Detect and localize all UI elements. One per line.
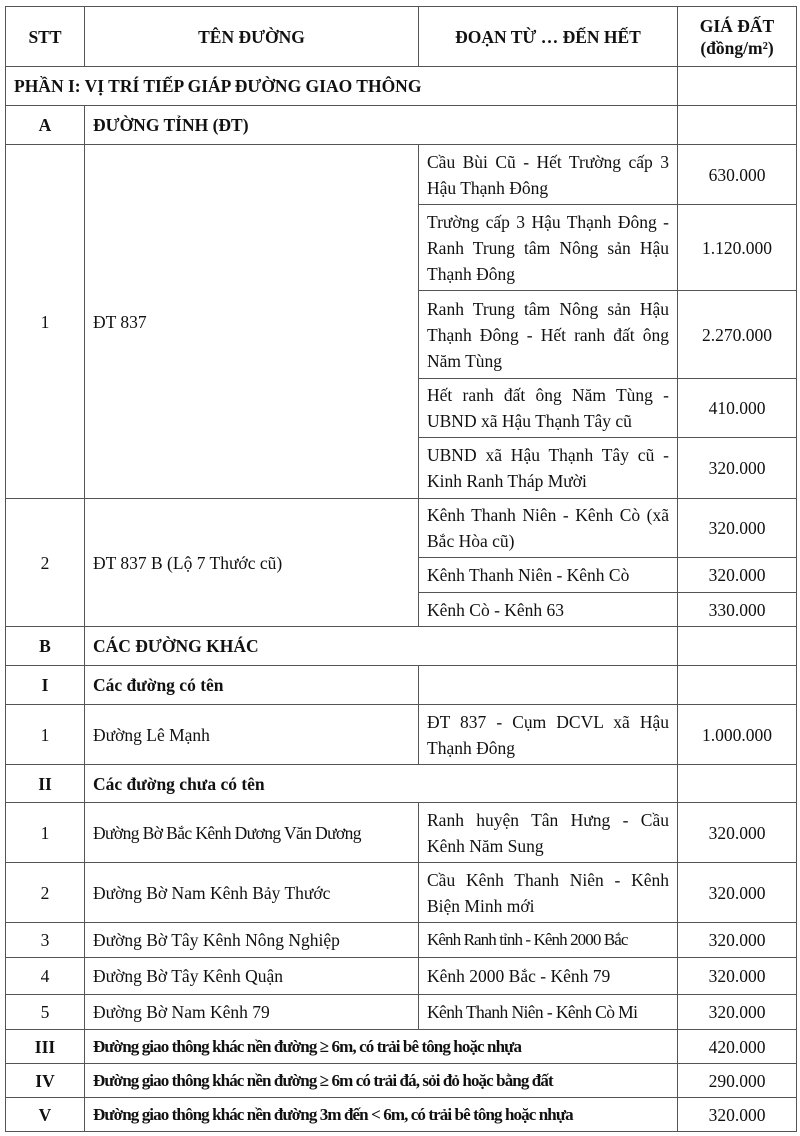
segment-price: 320.000 bbox=[678, 438, 797, 499]
segment-price: 630.000 bbox=[678, 145, 797, 205]
header-stt: STT bbox=[6, 7, 85, 67]
row-stt: 1 bbox=[6, 803, 85, 863]
row-price: 320.000 bbox=[678, 958, 797, 995]
row-name: Đường Bờ Tây Kênh Nông Nghiệp bbox=[85, 923, 419, 958]
segment-range: Kênh Thanh Niên - Kênh Cò bbox=[419, 558, 678, 593]
segment-range: Cầu Bùi Cũ - Hết Trường cấp 3 Hậu Thạnh Đông bbox=[419, 145, 678, 205]
part1-title: PHẦN I: VỊ TRÍ TIẾP GIÁP ĐƯỜNG GIAO THÔNG bbox=[6, 67, 678, 106]
row-stt: V bbox=[6, 1098, 85, 1132]
section-a-row bbox=[6, 106, 797, 145]
empty-cell bbox=[419, 666, 678, 705]
row-range: Kênh 2000 Bắc - Kênh 79 bbox=[419, 958, 678, 995]
header-gia-line1: GIÁ ĐẤT bbox=[699, 15, 775, 36]
part1-row bbox=[6, 67, 797, 106]
row-stt: 5 bbox=[6, 995, 85, 1030]
table-row bbox=[6, 958, 797, 995]
section-a-stt: A bbox=[6, 106, 85, 145]
segment-range: Kênh Thanh Niên - Kênh Cò (xã Bắc Hòa cũ) bbox=[419, 499, 678, 558]
group-ii-row bbox=[6, 765, 797, 803]
row-price: 320.000 bbox=[678, 923, 797, 958]
row-range: Cầu Kênh Thanh Niên - Kênh Biện Minh mới bbox=[419, 863, 678, 923]
row-price: 1.000.000 bbox=[678, 705, 797, 765]
row-stt: 2 bbox=[6, 863, 85, 923]
table-row bbox=[6, 863, 797, 923]
table-row bbox=[6, 1064, 797, 1098]
row-stt: 3 bbox=[6, 923, 85, 958]
row-range: Ranh huyện Tân Hưng - Cầu Kênh Năm Sung bbox=[419, 803, 678, 863]
row-price: 420.000 bbox=[678, 1030, 797, 1064]
header-gia bbox=[678, 7, 797, 67]
group-i-title: Các đường có tên bbox=[85, 666, 419, 705]
group-ii-stt: II bbox=[6, 765, 85, 803]
table-row bbox=[6, 803, 797, 863]
segment-range: UBND xã Hậu Thạnh Tây cũ - Kinh Ranh Tháp Mười bbox=[419, 438, 678, 499]
dt837-stt: 1 bbox=[6, 145, 85, 499]
group-i-stt: I bbox=[6, 666, 85, 705]
row-name: Đường Bờ Nam Kênh 79 bbox=[85, 995, 419, 1030]
segment-range: Trường cấp 3 Hậu Thạnh Đông - Ranh Trung tâm Nông sản Hậu Thạnh Đông bbox=[419, 205, 678, 291]
segment-price: 330.000 bbox=[678, 593, 797, 627]
table-row bbox=[6, 145, 797, 205]
table-row bbox=[6, 923, 797, 958]
segment-price: 2.270.000 bbox=[678, 291, 797, 379]
row-title: Đường giao thông khác nền đường ≥ 6m, có trải bê tông hoặc nhựa bbox=[85, 1030, 678, 1064]
segment-price: 1.120.000 bbox=[678, 205, 797, 291]
row-range: Kênh Thanh Niên - Kênh Cò Mi bbox=[419, 995, 678, 1030]
empty-cell bbox=[678, 67, 797, 106]
row-price: 320.000 bbox=[678, 863, 797, 923]
row-price: 320.000 bbox=[678, 1098, 797, 1132]
table-row bbox=[6, 1098, 797, 1132]
row-stt: 1 bbox=[6, 705, 85, 765]
row-title: Đường giao thông khác nền đường ≥ 6m có trải đá, sỏi đỏ hoặc bằng đất bbox=[85, 1064, 678, 1098]
row-stt: IV bbox=[6, 1064, 85, 1098]
dt837b-stt: 2 bbox=[6, 499, 85, 627]
segment-range: Hết ranh đất ông Năm Tùng - UBND xã Hậu Thạnh Tây cũ bbox=[419, 379, 678, 438]
empty-cell bbox=[678, 765, 797, 803]
row-stt: III bbox=[6, 1030, 85, 1064]
table-row bbox=[6, 995, 797, 1030]
header-gia-line2: (đồng/m²) bbox=[700, 37, 774, 58]
section-a-title: ĐƯỜNG TỈNH (ĐT) bbox=[85, 106, 678, 145]
row-stt: 4 bbox=[6, 958, 85, 995]
row-name: Đường Bờ Nam Kênh Bảy Thước bbox=[85, 863, 419, 923]
row-name: Đường Lê Mạnh bbox=[85, 705, 419, 765]
segment-range: Kênh Cò - Kênh 63 bbox=[419, 593, 678, 627]
table-row bbox=[6, 705, 797, 765]
row-name: Đường Bờ Bắc Kênh Dương Văn Dương bbox=[85, 803, 419, 863]
header-ten-duong: TÊN ĐƯỜNG bbox=[85, 7, 419, 67]
row-name: Đường Bờ Tây Kênh Quận bbox=[85, 958, 419, 995]
table-row bbox=[6, 499, 797, 558]
group-ii-title: Các đường chưa có tên bbox=[85, 765, 678, 803]
empty-cell bbox=[678, 666, 797, 705]
empty-cell bbox=[678, 627, 797, 666]
row-price: 320.000 bbox=[678, 803, 797, 863]
segment-range: Ranh Trung tâm Nông sản Hậu Thạnh Đông - Hết ranh đất ông Năm Tùng bbox=[419, 291, 678, 379]
row-range: Kênh Ranh tỉnh - Kênh 2000 Bắc bbox=[419, 923, 678, 958]
segment-price: 320.000 bbox=[678, 499, 797, 558]
row-price: 320.000 bbox=[678, 995, 797, 1030]
row-price: 290.000 bbox=[678, 1064, 797, 1098]
empty-cell bbox=[678, 106, 797, 145]
dt837-name: ĐT 837 bbox=[85, 145, 419, 499]
section-b-row bbox=[6, 627, 797, 666]
group-i-row bbox=[6, 666, 797, 705]
row-range: ĐT 837 - Cụm DCVL xã Hậu Thạnh Đông bbox=[419, 705, 678, 765]
table-row bbox=[6, 1030, 797, 1064]
section-b-title: CÁC ĐƯỜNG KHÁC bbox=[85, 627, 678, 666]
land-price-table bbox=[5, 6, 797, 1132]
header-doan: ĐOẠN TỪ … ĐẾN HẾT bbox=[419, 7, 678, 67]
segment-price: 320.000 bbox=[678, 558, 797, 593]
header-row bbox=[6, 7, 797, 67]
dt837b-name: ĐT 837 B (Lộ 7 Thước cũ) bbox=[85, 499, 419, 627]
row-title: Đường giao thông khác nền đường 3m đến < 6m, có trải bê tông hoặc nhựa bbox=[85, 1098, 678, 1132]
section-b-stt: B bbox=[6, 627, 85, 666]
segment-price: 410.000 bbox=[678, 379, 797, 438]
